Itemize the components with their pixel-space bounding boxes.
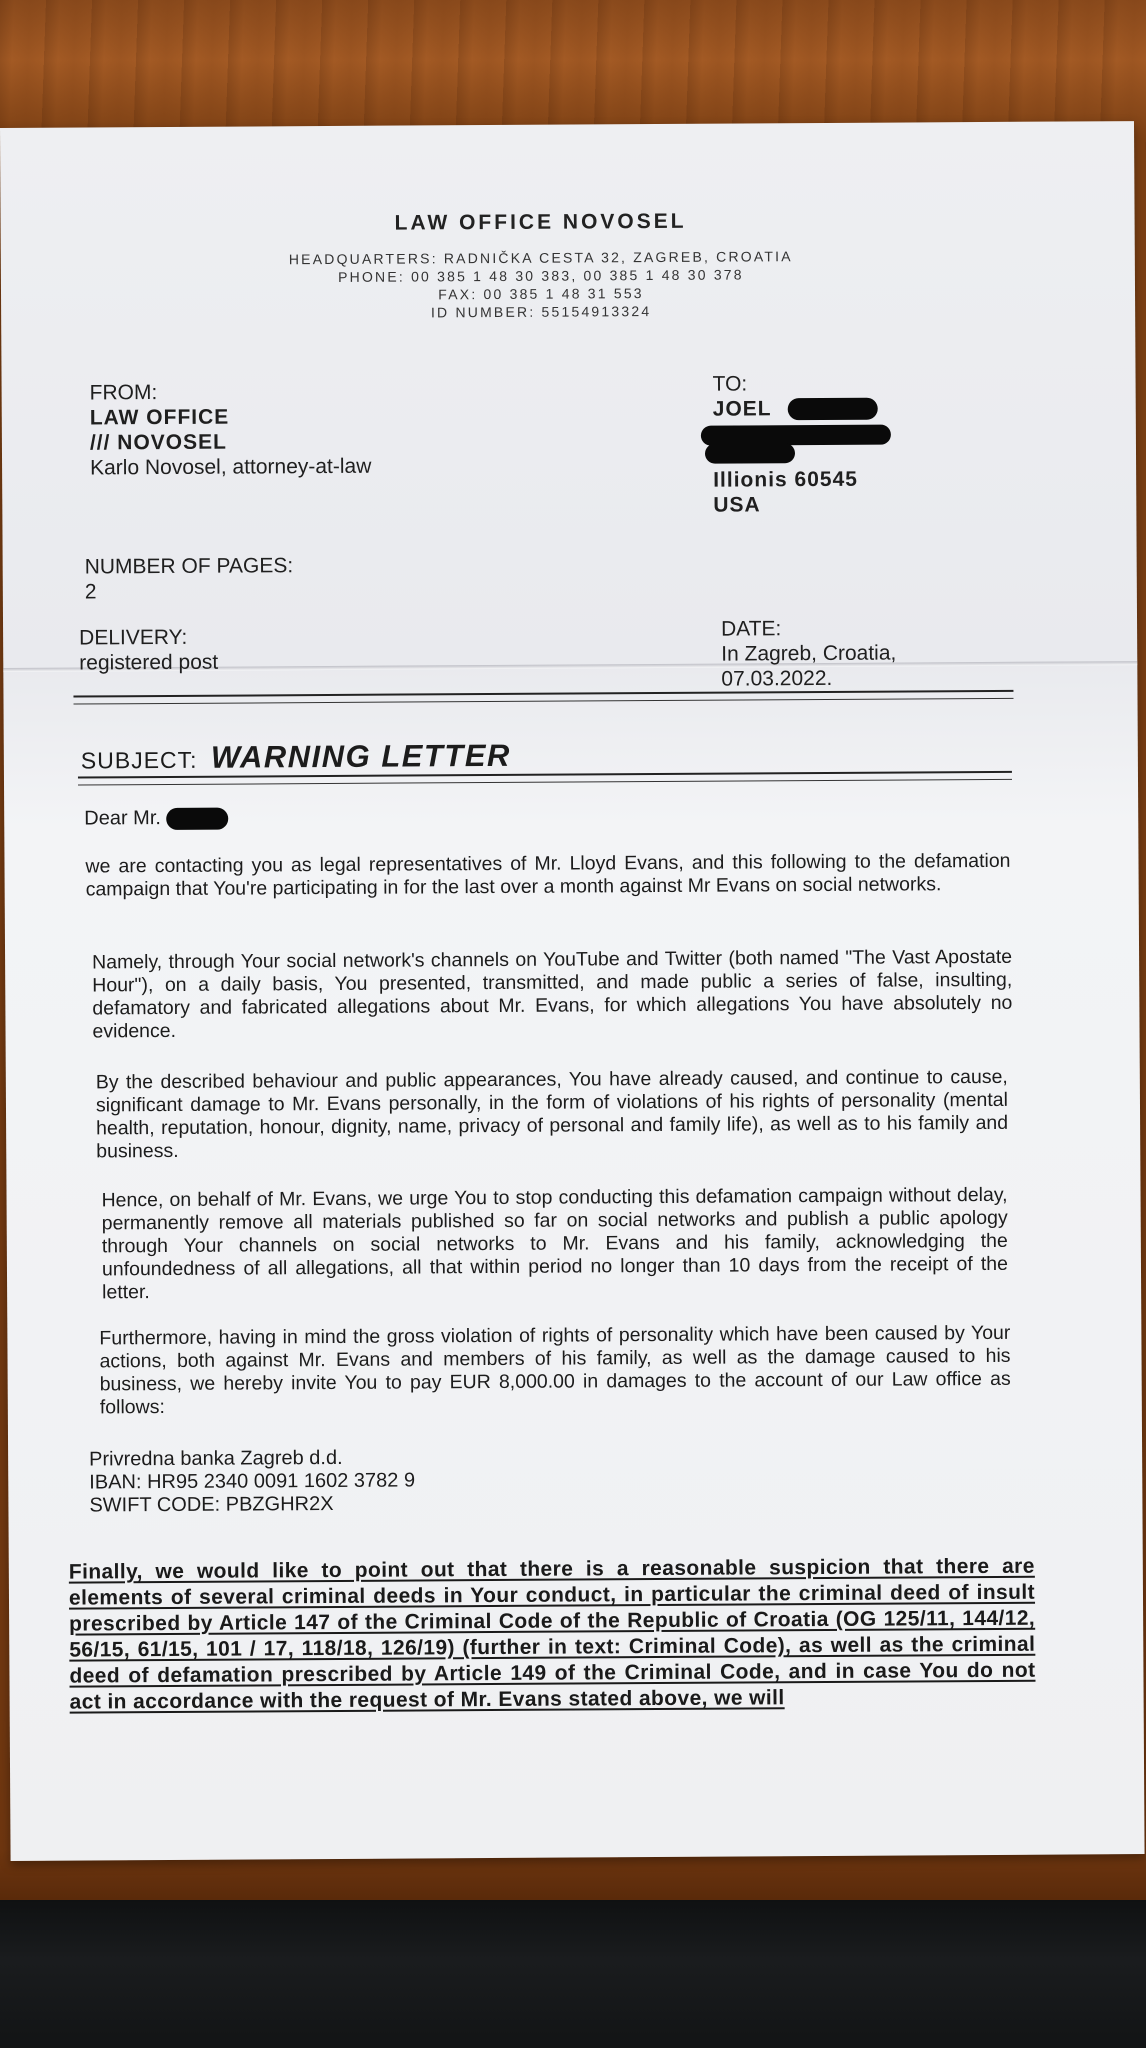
bank-swift: SWIFT CODE: PBZGHR2X	[89, 1492, 334, 1517]
date-block	[721, 616, 897, 692]
pages-label: NUMBER OF PAGES:	[84, 554, 294, 579]
divider-top	[73, 690, 1013, 705]
bank-details	[89, 1446, 415, 1517]
bank-name: Privredna banka Zagreb d.d.	[89, 1446, 343, 1471]
paragraph-4: Hence, on behalf of Mr. Evans, we urge You to stop conducting this defamation campaign without delay, permanently remove all materials published so far on social networks and publish a public apology through Your channels on social networks to Mr. Evans and his family, acknowledging the unfoundedness of all allegations, all that within period no longer than 10 days from the receipt of the letter.	[101, 1183, 1009, 1304]
letterhead	[1, 207, 1082, 324]
from-office-line2: /// NOVOSEL	[89, 430, 228, 455]
from-attorney: Karlo Novosel, attorney-at-law	[90, 454, 372, 480]
subject-label: SUBJECT:	[80, 746, 198, 774]
from-label: FROM:	[89, 381, 158, 405]
date-label: DATE:	[721, 617, 782, 641]
paragraph-2: Namely, through Your social network's channels on YouTube and Twitter (both named "The Vast Apostate Hour"), on a daily basis, You presented, transmitted, and made public a series of false, insulting, defamatory and fabricated allegations about Mr. Evans, for which allegations You have absolutely no evidence.	[92, 945, 1013, 1043]
fax-line: FAX: 00 385 1 48 31 553	[438, 285, 644, 303]
final-paragraph: Finally, we would like to point out that there is a reasonable suspicion that there are elements of several criminal deeds in Your conduct, in particular the criminal deed of insult prescribed by Article 147 of the Criminal Code of the Republic of Croatia (OG 125/11, 144/12, 56/15, 61/15, 101 / 17, 118/18, 126/19) (further in text: Criminal Code), as well as the criminal deed of defamation prescribed by Article 149 of the Criminal Code, and in case You do not act in accordance with the request of Mr. Evans stated above, we will	[68, 1554, 1036, 1714]
redaction-salutation	[166, 807, 228, 829]
from-office-line1: LAW OFFICE	[89, 405, 230, 430]
to-name: JOEL	[712, 397, 772, 421]
delivery-value: registered post	[79, 650, 219, 675]
to-label: TO:	[712, 372, 748, 396]
salutation-row	[84, 807, 228, 831]
office-name: LAW OFFICE NOVOSEL	[394, 209, 687, 235]
date-place: In Zagreb, Croatia,	[721, 641, 897, 666]
subject-title: WARNING LETTER	[210, 737, 511, 775]
redaction-address-2	[705, 443, 795, 464]
redaction-surname	[788, 398, 878, 421]
paragraph-1: we are contacting you as legal representatives of Mr. Lloyd Evans, and this following to the defamation campaign that You're participating in for the last over a month against Mr Evans on social networks.	[85, 849, 1011, 901]
paragraph-3: By the described behaviour and public appearances, You have already caused, and continue to cause, significant damage to Mr. Evans personally, in the form of violations of his rights of personality (mental health, reputation, honour, dignity, name, privacy of personal and family life), as well as to his family and business.	[95, 1065, 1009, 1163]
bank-iban: IBAN: HR95 2340 0091 1602 3782 9	[89, 1469, 416, 1494]
to-country: USA	[713, 493, 761, 517]
letter-page	[0, 121, 1145, 1861]
to-name-row	[713, 396, 878, 422]
paragraph-5: Furthermore, having in mind the gross violation of rights of personality which have been caused by Your actions, both against Mr. Evans and members of his family, as well as the damage caused to his business, we hereby invite You to pay EUR 8,000.00 in damages to the account of our Law office as follows:	[99, 1321, 1011, 1419]
redacted-address	[713, 421, 879, 468]
headquarters-line: HEADQUARTERS: RADNIČKA CESTA 32, ZAGREB, CROATIA	[288, 248, 793, 268]
floor-background	[0, 1900, 1146, 2048]
subject-line	[81, 738, 511, 777]
from-block	[90, 379, 372, 481]
salutation: Dear Mr.	[84, 807, 161, 830]
to-state-zip: Illionis 60545	[713, 467, 858, 492]
to-block	[713, 371, 879, 518]
delivery-block	[79, 625, 218, 676]
id-number-line: ID NUMBER: 55154913324	[430, 303, 652, 321]
pages-block	[85, 553, 294, 604]
date-value: 07.03.2022.	[721, 666, 833, 691]
delivery-label: DELIVERY:	[79, 625, 188, 650]
phone-line: PHONE: 00 385 1 48 30 383, 00 385 1 48 30 378	[338, 266, 744, 285]
pages-value: 2	[84, 580, 97, 604]
